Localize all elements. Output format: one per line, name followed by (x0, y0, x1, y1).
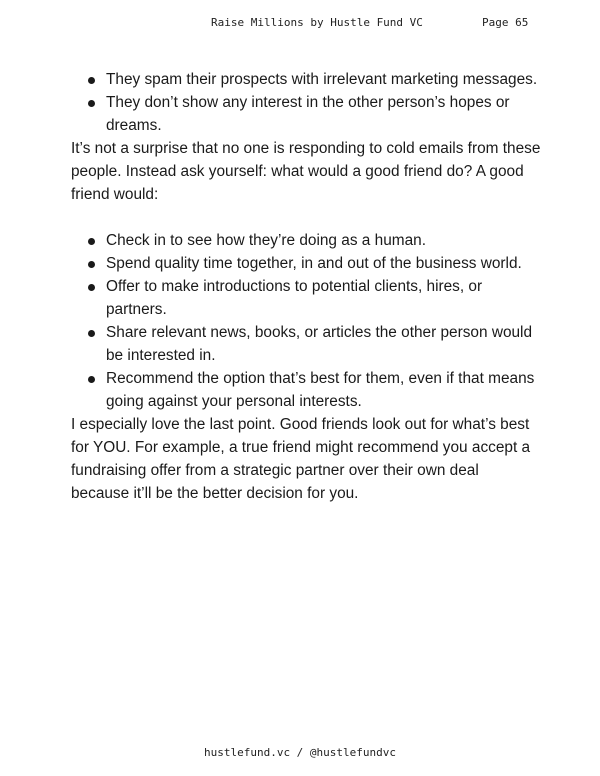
page-number: Page 65 (482, 16, 529, 29)
list-item-text: They spam their prospects with irrelevant marketing messages. (106, 71, 538, 88)
list-item-text: Offer to make introductions to potential clients, hires, or partners. (106, 278, 483, 318)
paragraph-last-point: I especially love the last point. Good friends look out for what’s best for YOU. For example, a true friend might recommend you accept a fundraising offer from a strategic partner over their own deal because it’ll be the better decision for you. (71, 416, 531, 502)
list-item (71, 367, 541, 413)
bullet-icon (88, 100, 95, 107)
bullet-list-prospects (71, 68, 541, 137)
list-item-text: Spend quality time together, in and out of the business world. (106, 255, 522, 272)
bullet-list-good-friend (71, 229, 541, 413)
list-item-text: Share relevant news, books, or articles the other person would be interested in. (106, 324, 533, 364)
bullet-icon (88, 330, 95, 337)
bullet-icon (88, 261, 95, 268)
list-item (71, 68, 541, 91)
list-item (71, 321, 541, 367)
list-item (71, 229, 541, 252)
book-title: Raise Millions by Hustle Fund VC (211, 16, 423, 29)
list-item-text: Check in to see how they’re doing as a human. (106, 232, 426, 249)
bullet-icon (88, 238, 95, 245)
page-footer (0, 746, 600, 759)
list-item (71, 275, 541, 321)
paragraph-good-friend: It’s not a surprise that no one is responding to cold emails from these people. Instead ask yourself: what would a good friend do? A good friend would: (71, 140, 541, 203)
bullet-icon (88, 77, 95, 84)
footer-text: hustlefund.vc / @hustlefundvc (203, 746, 397, 759)
bullet-icon (88, 376, 95, 383)
list-item (71, 91, 541, 137)
list-item (71, 252, 541, 275)
list-item-text: They don’t show any interest in the other person’s hopes or dreams. (106, 94, 510, 134)
bullet-icon (88, 284, 95, 291)
page-header (0, 16, 600, 36)
list-item-text: Recommend the option that’s best for them, even if that means going against your personal interests. (106, 370, 535, 410)
page-content (71, 68, 541, 505)
